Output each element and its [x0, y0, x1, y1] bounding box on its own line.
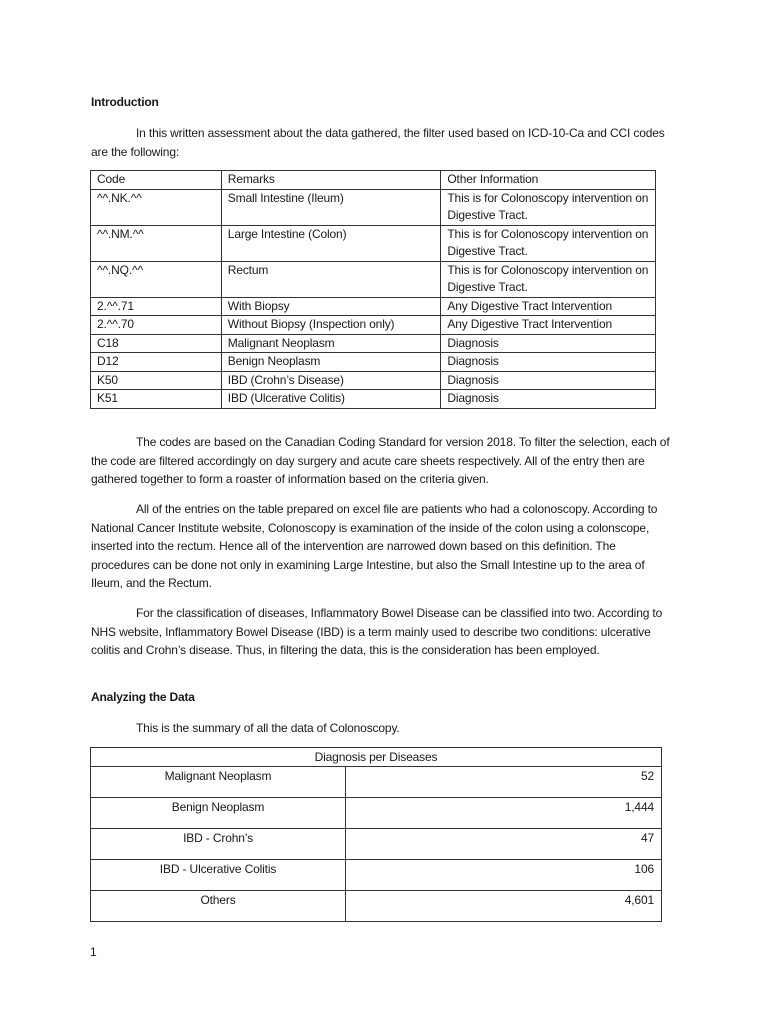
other-information-cell: Diagnosis: [441, 353, 656, 372]
code-cell: 2.^^.70: [91, 316, 222, 335]
remarks-cell: IBD (Crohn’s Disease): [221, 371, 441, 390]
other-information-cell: Any Digestive Tract Intervention: [441, 316, 656, 335]
remarks-cell: IBD (Ulcerative Colitis): [221, 390, 441, 409]
remarks-cell: Rectum: [221, 261, 441, 297]
diagnosis-count-cell: 106: [346, 860, 662, 891]
table-row: [91, 316, 656, 335]
table-row: [91, 829, 662, 860]
diagnosis-label-cell: IBD - Crohn’s: [91, 829, 346, 860]
table-row: [91, 390, 656, 409]
codes-table-header-remarks: Remarks: [221, 171, 441, 190]
diagnosis-count-cell: 4,601: [346, 891, 662, 922]
remarks-cell: Small Intestine (Ileum): [221, 189, 441, 225]
diagnosis-table-title: Diagnosis per Diseases: [91, 748, 662, 767]
remarks-cell: Large Intestine (Colon): [221, 225, 441, 261]
remarks-cell: Malignant Neoplasm: [221, 334, 441, 353]
other-information-cell: This is for Colonoscopy intervention on Digestive Tract.: [441, 225, 656, 261]
table-row: [91, 189, 656, 225]
remarks-cell: Benign Neoplasm: [221, 353, 441, 372]
diagnosis-count-cell: 47: [346, 829, 662, 860]
code-cell: ^^.NK.^^: [91, 189, 222, 225]
other-information-cell: Diagnosis: [441, 334, 656, 353]
table-row: [91, 261, 656, 297]
table-row: [91, 798, 662, 829]
other-information-cell: This is for Colonoscopy intervention on Digestive Tract.: [441, 189, 656, 225]
coding-standard-paragraph: The codes are based on the Canadian Coding Standard for version 2018. To filter the selection, each of the code are filtered accordingly on day surgery and acute care sheets respectively. All of the entry then are gathered together to form a roaster of information based on the criteria given.: [91, 435, 670, 487]
code-cell: K50: [91, 371, 222, 390]
code-cell: ^^.NM.^^: [91, 225, 222, 261]
table-row: [91, 371, 656, 390]
diagnosis-table-title-row: [91, 748, 662, 767]
code-cell: D12: [91, 353, 222, 372]
codes-table: [90, 170, 656, 409]
remarks-cell: Without Biopsy (Inspection only): [221, 316, 441, 335]
table-row: [91, 860, 662, 891]
code-cell: C18: [91, 334, 222, 353]
diagnosis-count-cell: 1,444: [346, 798, 662, 829]
other-information-cell: Any Digestive Tract Intervention: [441, 297, 656, 316]
table-row: [91, 334, 656, 353]
colonoscopy-definition-paragraph: All of the entries on the table prepared on excel file are patients who had a colonoscopy. According to National Cancer Institute website, Colonoscopy is examination of the inside of the colon using a colonscope, inserted into the rectum. Hence all of the intervention are narrowed down based on this definition. The procedures can be done not only in examining Large Intestine, but also the Small Intestine up to the area of Ileum, and the Rectum.: [91, 502, 658, 591]
table-row: [91, 225, 656, 261]
ibd-classification-paragraph: For the classification of diseases, Inflammatory Bowel Disease can be classified into two. According to NHS website, Inflammatory Bowel Disease (IBD) is a term mainly used to describe two conditions: ulcerative colitis and Crohn’s disease. Thus, in filtering the data, this is the consideration has been employed.: [91, 606, 663, 658]
diagnosis-table: [90, 747, 662, 922]
diagnosis-label-cell: IBD - Ulcerative Colitis: [91, 860, 346, 891]
remarks-cell: With Biopsy: [221, 297, 441, 316]
analysis-intro-paragraph: This is the summary of all the data of Colonoscopy.: [136, 721, 400, 735]
code-cell: 2.^^.71: [91, 297, 222, 316]
diagnosis-label-cell: Malignant Neoplasm: [91, 767, 346, 798]
other-information-cell: Diagnosis: [441, 390, 656, 409]
page-number: 1: [90, 945, 97, 959]
table-row: [91, 297, 656, 316]
table-row: [91, 891, 662, 922]
other-information-cell: This is for Colonoscopy intervention on Digestive Tract.: [441, 261, 656, 297]
codes-table-header-code: Code: [91, 171, 222, 190]
diagnosis-label-cell: Others: [91, 891, 346, 922]
section-heading-analyzing-the-data: Analyzing the Data: [91, 690, 195, 704]
other-information-cell: Diagnosis: [441, 371, 656, 390]
codes-table-header-row: [91, 171, 656, 190]
intro-paragraph: In this written assessment about the data gathered, the filter used based on ICD-10-Ca and CCI codes are the following:: [91, 126, 665, 159]
diagnosis-label-cell: Benign Neoplasm: [91, 798, 346, 829]
table-row: [91, 767, 662, 798]
codes-table-header-other-information: Other Information: [441, 171, 656, 190]
table-row: [91, 353, 656, 372]
code-cell: K51: [91, 390, 222, 409]
section-heading-introduction: Introduction: [91, 95, 159, 109]
diagnosis-count-cell: 52: [346, 767, 662, 798]
code-cell: ^^.NQ.^^: [91, 261, 222, 297]
